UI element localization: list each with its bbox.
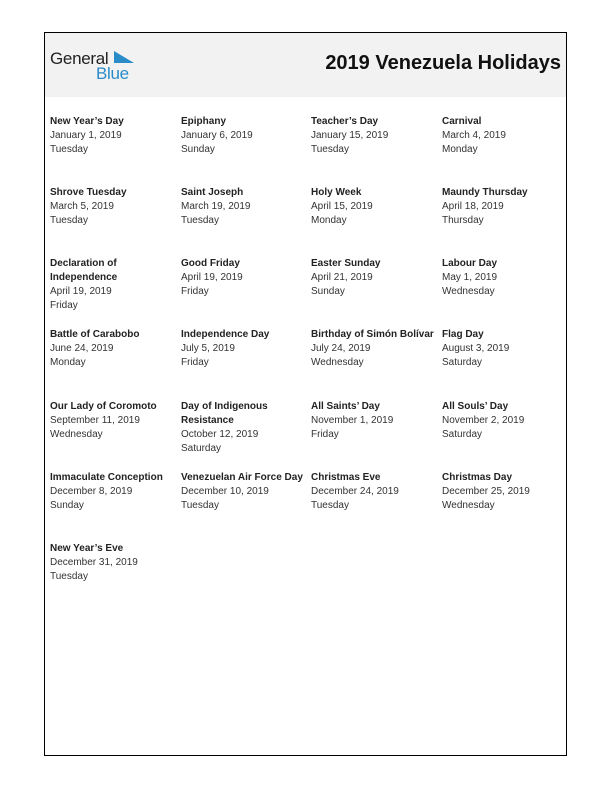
holiday-name: All Souls’ Day: [442, 401, 509, 412]
holiday-name: Independence Day: [181, 329, 270, 340]
holiday-date: April 21, 2019: [311, 272, 373, 283]
holiday-weekday: Tuesday: [50, 571, 88, 582]
holiday-item: [442, 186, 570, 228]
holiday-date: May 1, 2019: [442, 272, 498, 283]
holiday-item: [50, 542, 178, 584]
holiday-item: [181, 328, 309, 370]
holiday-item: [50, 186, 178, 228]
holiday-name: Our Lady of Coromoto: [50, 401, 157, 412]
holiday-name: Flag Day: [442, 329, 484, 340]
holiday-weekday: Sunday: [181, 144, 215, 155]
holiday-name: Saint Joseph: [181, 187, 244, 198]
holiday-weekday: Saturday: [442, 429, 483, 440]
holiday-date: January 6, 2019: [181, 130, 253, 141]
holiday-date: December 31, 2019: [50, 557, 138, 568]
holiday-date: April 15, 2019: [311, 201, 373, 212]
holiday-name: Day of Indigenous Resistance: [181, 401, 268, 426]
holiday-name: Carnival: [442, 116, 482, 127]
holiday-date: November 1, 2019: [311, 415, 394, 426]
holiday-name: Birthday of Simón Bolívar: [311, 329, 434, 340]
holiday-date: December 10, 2019: [181, 486, 269, 497]
holiday-name: Labour Day: [442, 258, 498, 269]
holiday-weekday: Monday: [442, 144, 478, 155]
holiday-name: Shrove Tuesday: [50, 187, 127, 198]
holiday-name: Immaculate Conception: [50, 472, 163, 483]
holiday-weekday: Monday: [50, 357, 86, 368]
holiday-date: April 19, 2019: [181, 272, 243, 283]
holiday-item: [181, 400, 309, 456]
brand-word-blue: Blue: [96, 64, 129, 83]
holiday-weekday: Tuesday: [50, 215, 88, 226]
holiday-date: June 24, 2019: [50, 343, 114, 354]
holiday-name: Venezuelan Air Force Day: [181, 472, 303, 483]
holiday-weekday: Tuesday: [181, 500, 219, 511]
holiday-weekday: Thursday: [442, 215, 484, 226]
holiday-weekday: Wednesday: [442, 286, 495, 297]
header: [45, 33, 566, 97]
holiday-weekday: Sunday: [50, 500, 84, 511]
holiday-date: January 1, 2019: [50, 130, 122, 141]
holiday-item: [181, 115, 309, 157]
holiday-item: [50, 257, 178, 313]
brand-logo: [50, 49, 140, 83]
holiday-item: [442, 328, 570, 370]
holiday-name: Christmas Eve: [311, 472, 381, 483]
holiday-date: December 8, 2019: [50, 486, 133, 497]
page-title: 2019 Venezuela Holidays: [325, 52, 561, 74]
holiday-weekday: Monday: [311, 215, 347, 226]
holiday-date: August 3, 2019: [442, 343, 510, 354]
holiday-weekday: Wednesday: [442, 500, 495, 511]
holiday-name: Christmas Day: [442, 472, 513, 483]
holiday-date: December 24, 2019: [311, 486, 399, 497]
holiday-date: April 19, 2019: [50, 286, 112, 297]
holiday-item: [442, 257, 570, 299]
holiday-item: [311, 186, 439, 228]
holiday-name: Battle of Carabobo: [50, 329, 140, 340]
holiday-name: Epiphany: [181, 116, 227, 127]
holiday-item: [50, 471, 178, 513]
holiday-date: October 12, 2019: [181, 429, 259, 440]
holiday-name: New Year’s Day: [50, 116, 124, 127]
holiday-weekday: Friday: [181, 286, 209, 297]
holiday-weekday: Saturday: [442, 357, 483, 368]
holiday-item: [442, 115, 570, 157]
holiday-date: November 2, 2019: [442, 415, 525, 426]
holiday-date: April 18, 2019: [442, 201, 504, 212]
page-frame: [44, 32, 567, 756]
holiday-item: [181, 471, 309, 513]
holiday-weekday: Friday: [311, 429, 339, 440]
holiday-weekday: Wednesday: [311, 357, 364, 368]
holiday-weekday: Friday: [50, 300, 78, 311]
holiday-item: [311, 471, 439, 513]
holiday-name: Holy Week: [311, 187, 362, 198]
holiday-name: Declaration of Independence: [50, 258, 118, 283]
brand-word-general: General: [50, 49, 109, 68]
holiday-date: July 5, 2019: [181, 343, 235, 354]
holiday-weekday: Tuesday: [311, 144, 349, 155]
holiday-item: [311, 115, 439, 157]
holiday-date: March 4, 2019: [442, 130, 506, 141]
holiday-name: New Year’s Eve: [50, 543, 124, 554]
holiday-item: [311, 328, 439, 370]
holiday-weekday: Friday: [181, 357, 209, 368]
holiday-item: [50, 115, 178, 157]
holiday-weekday: Saturday: [181, 443, 222, 454]
holiday-item: [50, 400, 178, 442]
holiday-date: September 11, 2019: [50, 415, 140, 426]
holiday-weekday: Tuesday: [50, 144, 88, 155]
holiday-date: March 5, 2019: [50, 201, 114, 212]
holiday-item: [50, 328, 178, 370]
holiday-name: Good Friday: [181, 258, 240, 269]
holiday-item: [181, 186, 309, 228]
brand-flag-icon: [114, 51, 134, 63]
holiday-item: [442, 400, 570, 442]
holiday-weekday: Tuesday: [181, 215, 219, 226]
holiday-item: [311, 257, 439, 299]
holiday-item: [181, 257, 309, 299]
holiday-date: July 24, 2019: [311, 343, 371, 354]
holiday-date: March 19, 2019: [181, 201, 251, 212]
holiday-date: January 15, 2019: [311, 130, 389, 141]
holiday-name: Easter Sunday: [311, 258, 381, 269]
holiday-weekday: Wednesday: [50, 429, 103, 440]
holiday-weekday: Tuesday: [311, 500, 349, 511]
holiday-item: [442, 471, 570, 513]
holiday-name: All Saints’ Day: [311, 401, 380, 412]
holiday-name: Maundy Thursday: [442, 187, 528, 198]
holiday-item: [311, 400, 439, 442]
holiday-weekday: Sunday: [311, 286, 345, 297]
holiday-name: Teacher’s Day: [311, 116, 379, 127]
holiday-date: December 25, 2019: [442, 486, 530, 497]
